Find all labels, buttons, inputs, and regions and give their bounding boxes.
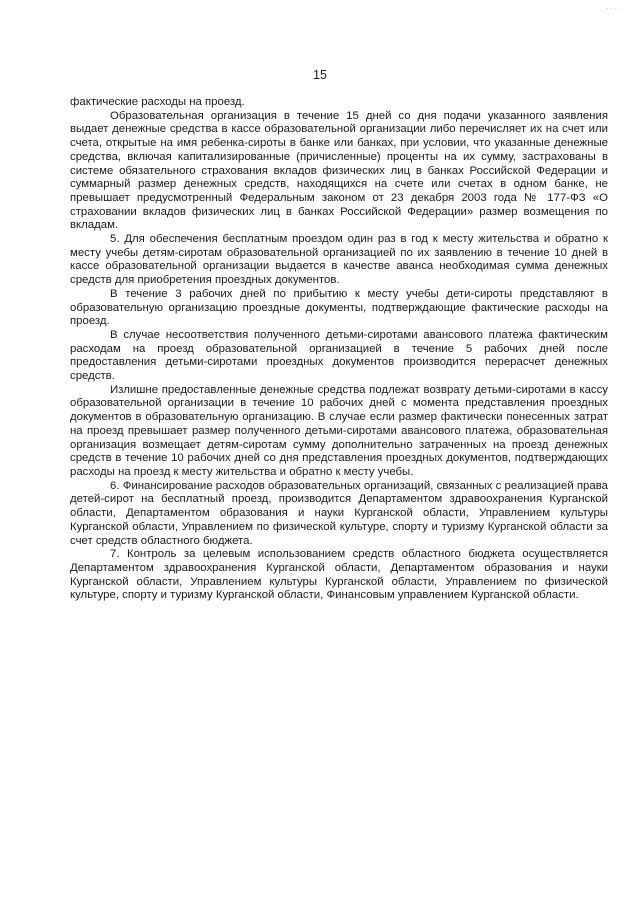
paragraph: В течение 3 рабочих дней по прибытию к месту учебы дети-сироты представляют в образовательную организацию проездные документы, подтверждающие фактические расходы на проезд.: [70, 287, 608, 328]
paragraph: В случае несоответствия полученного детьми-сиротами авансового платежа фактическим расходам на проезд образовательной организацией в течение 5 рабочих дней после предоставления детьми-сиротами проездных документов производится перерасчет денежных средств.: [70, 328, 608, 383]
paragraph: 6. Финансирование расходов образовательных организаций, связанных с реализацией права детей-сирот на бесплатный проезд, производится Департаментом здравоохранения Курганской области, Департаментом образования и науки Курганской области, Управлением культуры Курганской области, Управлением по физической культуре, спорту и туризму Курганской области за счет средств областного бюджета.: [70, 479, 608, 547]
paragraph: Излишне предоставленные денежные средства подлежат возврату детьми-сиротами в кассу образовательной организации в течение 10 рабочих дней с момента представления проездных документов в образовательную организацию. В случае если размер фактически понесенных затрат на проезд превышает размер полученного детьми-сиротами авансового платежа, образовательная организация возмещает детям-сиротам сумму дополнительно затраченных на проезд денежных средств в течение 10 рабочих дней со дня представления проездных документов, подтверждающих расходы на проезд к месту жительства и обратно к месту учебы.: [70, 383, 608, 478]
corner-mark: ....: [606, 4, 622, 11]
document-body: [70, 96, 608, 603]
paragraph: фактические расходы на проезд.: [70, 96, 245, 108]
paragraph: Образовательная организация в течение 15 дней со дня подачи указанного заявления выдает денежные средства в кассе образовательной организации либо перечисляет их на счет или счета, открытые на имя ребенка-сироты в банке или банках, при условии, что указанные денежные средства, включая капитализированные (причисленные) проценты на их сумму, застрахованы в системе обязательного страхования вкладов физических лиц в банках Российской Федерации и суммарный размер денежных средств, находящихся на счете или счетах в одном банке, не превышает предусмотренный Федеральным законом от 23 декабря 2003 года № 177-ФЗ «О страховании вкладов физических лиц в банках Российской Федерации» размер возмещения по вкладам.: [70, 109, 608, 232]
paragraph: 7. Контроль за целевым использованием средств областного бюджета осуществляется Департаментом здравоохранения Курганской области, Департаментом образования и науки Курганской области, Управлением культуры Курганской области, Управлением по физической культуре, спорту и туризму Курганской области, Финансовым управлением Курганской области.: [70, 548, 608, 602]
page-number: 15: [313, 68, 327, 82]
paragraph: 5. Для обеспечения бесплатным проездом один раз в год к месту жительства и обратно к месту учебы детям-сиротам образовательной организацией по их заявлению в течение 10 дней в кассе образовательной организации выдается в качестве аванса необходимая сумма денежных средств для приобретения проездных документов.: [70, 233, 608, 287]
